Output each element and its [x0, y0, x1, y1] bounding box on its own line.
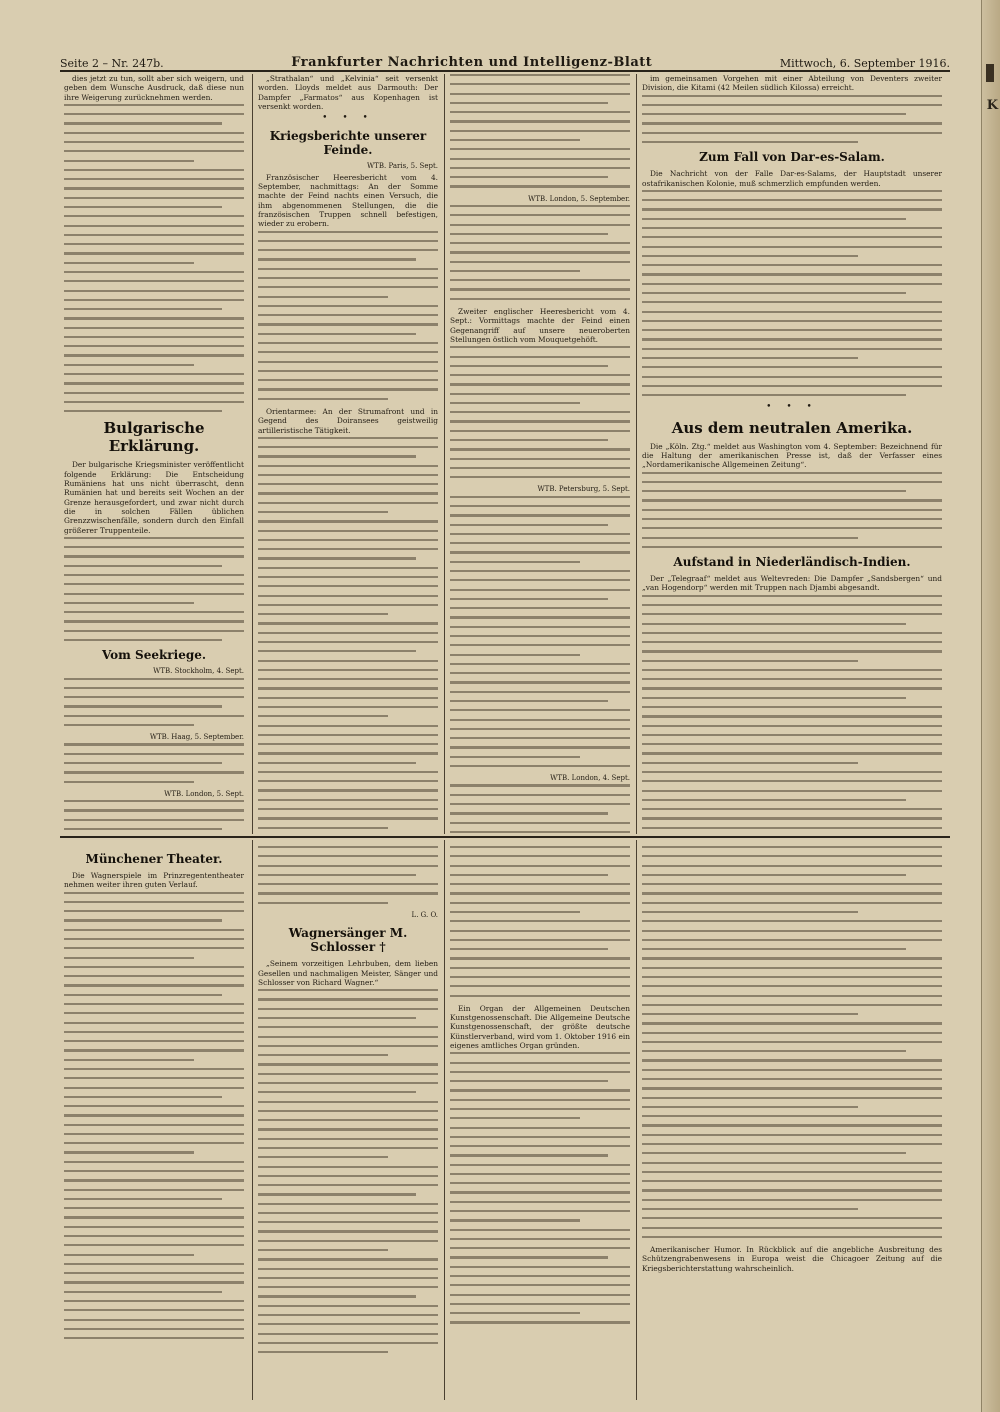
section-heading: Vom Seekriege.	[101, 648, 207, 663]
dateline: WTB. Paris, 5. Sept.	[366, 162, 438, 171]
article-heading: Kriegsberichte unserer Feinde.	[269, 129, 427, 158]
column-3	[450, 74, 630, 834]
issue-date: Mittwoch, 6. September 1916.	[779, 57, 950, 70]
article-heading: Münchener Theater.	[85, 852, 223, 866]
article-text: Der „Telegraaf“ meldet aus Weltevreden: Die Dampfer „Sandsbergen“ und „van Hogendorp“ werden mit Truppen nach Djambi abgesandt.	[642, 574, 942, 593]
column-rule	[636, 840, 637, 1400]
column-rule	[252, 840, 253, 1400]
masthead-title: Frankfurter Nachrichten und Intelligenz-Blatt	[291, 55, 653, 70]
article-text: Amerikanischer Humor. In Rückblick auf die angebliche Ausbreitung des Schützengrabenwesens in Europa weist die Chicagoer Zeitung auf die Kriegsberichterstattung wahrscheinlich.	[642, 1245, 942, 1273]
page-header	[60, 48, 950, 72]
article-heading: Wagnersänger M. Schlosser †	[288, 926, 408, 955]
article-text: im gemeinsamen Vorgehen mit einer Abteilung von Deventers zweiter Division, die Kitami (42 Meilen südlich Kilossa) erreicht.	[642, 74, 942, 93]
lower-column-4	[642, 846, 942, 1396]
article-text: dies jetzt zu tun, sollt aber sich weigern, und geben dem Wunsche Ausdruck, daß diese nun ihre Weigerung zurücknehmen werden.	[64, 74, 244, 102]
column-rule	[444, 74, 445, 834]
article-text: „Seinem vorzeitigen Lehrbuben, dem lieben Gesellen und nachmaligen Meister, Sänger und Schlosser von Richard Wagner.“	[258, 959, 438, 987]
separator-dots: • • •	[322, 113, 374, 124]
article-text: Zweiter englischer Heeresbericht vom 4. Sept.: Vormittags machte der Feind einen Gegenangriff auf unsere neueroberten Stellungen östlich vom Mouquetgehöft.	[450, 307, 630, 344]
article-text: Der bulgarische Kriegsminister veröffentlicht folgende Erklärung: Die Entscheidung Rumäniens hat uns nicht überrascht, denn Rumänien hat und bereits seit Wochen an der Grenze herausgefordert, und zwar nicht durch die in solchen Fällen üblichen Grenzzwischenfälle, sondern durch den Einfall größerer Truppenteile.	[64, 460, 244, 535]
article-text: Die Wagnerspiele im Prinzregententheater nehmen weiter ihren guten Verlauf.	[64, 871, 244, 890]
column-1	[64, 74, 244, 834]
lower-column-3	[450, 846, 630, 1396]
column-rule	[636, 74, 637, 834]
article-heading: Aufstand in Niederländisch-Indien.	[673, 555, 911, 570]
article-text: Ein Organ der Allgemeinen Deutschen Kunstgenossenschaft. Die Allgemeine Deutsche Kunstgenossenschaft, der größte deutsche Künstlerverband, wird vom 1. Oktober 1916 ein eigenes amtliches Organ gründen.	[450, 1003, 630, 1050]
lower-column-1	[64, 846, 244, 1396]
dateline: WTB. Haag, 5. September.	[149, 733, 244, 742]
dateline: WTB. London, 5. Sept.	[164, 789, 244, 798]
column-4	[642, 74, 942, 834]
column-2	[258, 74, 438, 834]
next-page-fragment: K	[986, 98, 998, 113]
article-text: Die Nachricht von der Falle Dar-es-Salams, der Hauptstadt unserer ostafrikanischen Kolonie, muß schmerzlich empfunden werden.	[642, 169, 942, 188]
dateline: WTB. Stockholm, 4. Sept.	[153, 667, 244, 676]
column-rule	[252, 74, 253, 834]
lower-column-2	[258, 846, 438, 1396]
article-heading: Bulgarische Erklärung.	[103, 419, 205, 456]
page-edge	[981, 0, 1000, 1412]
margin-mark	[986, 64, 994, 82]
separator-dots: • • •	[766, 402, 818, 413]
page-number: Seite 2 – Nr. 247b.	[60, 57, 164, 70]
article-heading: Aus dem neutralen Amerika.	[671, 418, 913, 437]
article-text: Orientarmee: An der Strumafront und in Gegend des Doiransees geistweilig artilleristische Tätigkeit.	[258, 406, 438, 435]
dateline: WTB. London, 4. Sept.	[550, 774, 630, 783]
section-divider	[60, 836, 950, 838]
column-rule	[444, 840, 445, 1400]
dateline: WTB. London, 5. September.	[528, 194, 630, 203]
article-text: „Strathalan“ und „Kelvinia“ seit versenkt worden. Lloyds meldet aus Darmouth: Der Dampfer „Farmatos“ aus Kopenhagen ist versenkt worden.	[258, 74, 438, 111]
article-text: Die „Köln. Ztg.“ meldet aus Washington vom 4. September: Bezeichnend für die Haltung der amerikanischen Presse ist, daß der Verfasser eines „Nordamerikanische Allgemeinen Zeitung“.	[642, 441, 942, 470]
article-heading: Zum Fall von Dar-es-Salam.	[699, 150, 885, 165]
dateline: WTB. Petersburg, 5. Sept.	[537, 485, 630, 494]
article-text: Französischer Heeresbericht vom 4. September, nachmittags: An der Somme machte der Feind nachts einen Versuch, die ihm abgenommenen Stellungen, die die französischen Truppen schnell befestigen, wieder zu erobern.	[258, 172, 438, 229]
author-signature: L. G. O.	[411, 910, 438, 919]
